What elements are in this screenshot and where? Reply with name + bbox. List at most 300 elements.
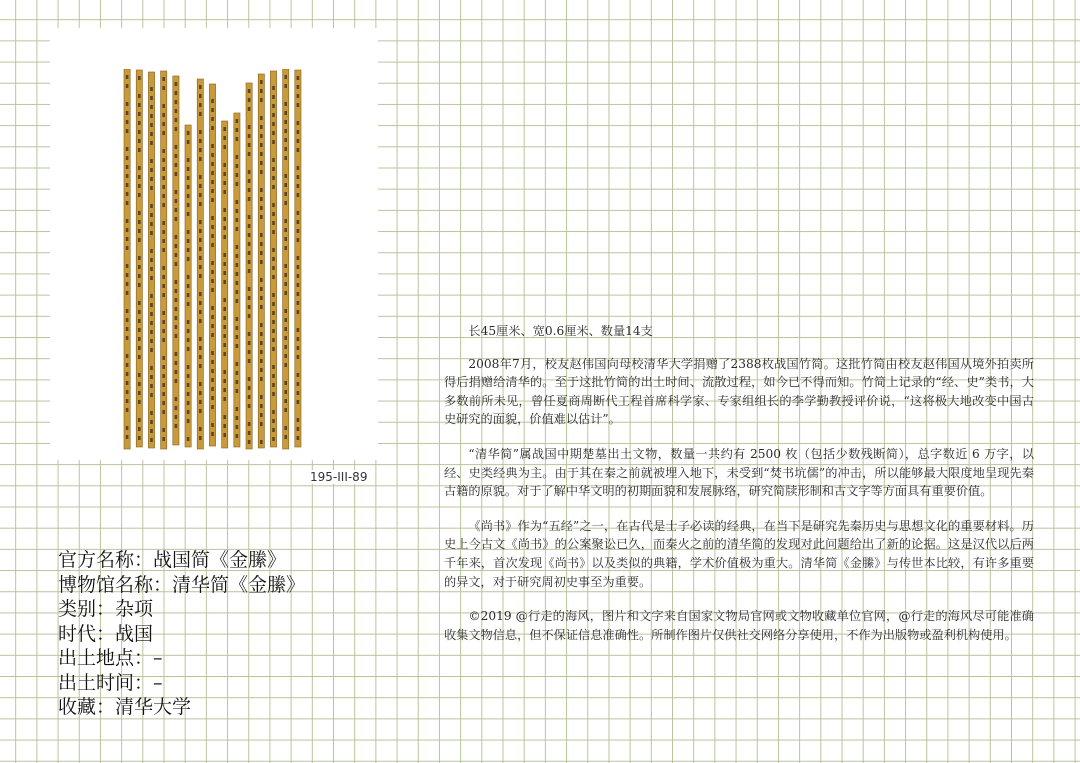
slip-character-mark (236, 173, 239, 177)
slip-character-mark (248, 170, 251, 174)
slip-character-mark (187, 284, 190, 288)
slip-character-mark (138, 355, 141, 359)
slip-character-mark (297, 283, 300, 287)
slip-character-mark (138, 130, 141, 134)
slip-character-mark (260, 242, 263, 246)
slip-character-mark (236, 281, 239, 285)
slip-character-mark (272, 113, 275, 117)
slip-character-mark (162, 239, 165, 243)
slip-character-mark (175, 334, 178, 338)
slip-character-mark (223, 298, 226, 302)
artifact-spec: 长45厘米、宽0.6厘米、数量14支 (468, 324, 653, 338)
slip-character-mark (236, 299, 239, 303)
slip-character-mark (199, 238, 202, 242)
slip-character-mark (126, 282, 129, 286)
slip-character-mark (126, 408, 129, 412)
slip-character-mark (284, 75, 287, 79)
slip-character-mark (211, 306, 214, 310)
slip-character-mark (297, 265, 300, 269)
slip-character-mark (138, 265, 141, 269)
slip-character-mark (284, 84, 287, 88)
slip-character-mark (248, 440, 251, 444)
slip-character-mark (248, 341, 251, 345)
slip-character-mark (236, 344, 239, 348)
slip-character-mark (236, 389, 239, 393)
slip-character-mark (138, 382, 141, 386)
slip-character-mark (162, 104, 165, 108)
slip-character-mark (126, 237, 129, 241)
slip-character-mark (223, 163, 226, 167)
slip-character-mark (272, 293, 275, 297)
slip-character-mark (248, 332, 251, 336)
slip-character-mark (187, 374, 190, 378)
slip-character-mark (260, 98, 263, 102)
slip-character-mark (150, 366, 153, 370)
slip-character-mark (248, 224, 251, 228)
slip-character-mark (272, 347, 275, 351)
slip-character-mark (223, 325, 226, 329)
slip-character-mark (175, 415, 178, 419)
slip-character-mark (187, 437, 190, 441)
slip-character-mark (260, 413, 263, 417)
slip-character-mark (272, 167, 275, 171)
slip-character-mark (211, 360, 214, 364)
slip-character-mark (199, 103, 202, 107)
slip-character-mark (248, 179, 251, 183)
slip-character-mark (199, 94, 202, 98)
slip-character-mark (126, 435, 129, 439)
slip-character-mark (187, 239, 190, 243)
slip-character-mark (260, 287, 263, 291)
slip-character-mark (175, 289, 178, 293)
slip-character-mark (211, 126, 214, 130)
slip-character-mark (284, 246, 287, 250)
slip-character-mark (260, 278, 263, 282)
slip-character-mark (199, 265, 202, 269)
slip-character-mark (150, 222, 153, 226)
slip-character-mark (272, 383, 275, 387)
slip-character-mark (236, 227, 239, 231)
slip-character-mark (248, 305, 251, 309)
slip-character-mark (150, 321, 153, 325)
slip-character-mark (284, 129, 287, 133)
slip-character-mark (272, 185, 275, 189)
slip-character-mark (150, 186, 153, 190)
slip-character-mark (150, 123, 153, 127)
slip-character-mark (150, 420, 153, 424)
slip-character-mark (162, 428, 165, 432)
slip-character-mark (138, 346, 141, 350)
slip-character-mark (272, 104, 275, 108)
slip-character-mark (223, 271, 226, 275)
slip-character-mark (126, 246, 129, 250)
slip-character-mark (199, 175, 202, 179)
slip-character-mark (248, 152, 251, 156)
slip-character-mark (297, 175, 300, 179)
slip-character-mark (297, 418, 300, 422)
slip-character-mark (138, 310, 141, 314)
slip-character-mark (138, 274, 141, 278)
slip-character-mark (297, 94, 300, 98)
slip-character-mark (297, 256, 300, 260)
slip-character-mark (260, 305, 263, 309)
slip-character-mark (150, 231, 153, 235)
slip-character-mark (126, 165, 129, 169)
slip-character-mark (138, 220, 141, 224)
slip-character-mark (187, 176, 190, 180)
slip-character-mark (284, 273, 287, 277)
slip-character-mark (187, 347, 190, 351)
slip-character-mark (248, 215, 251, 219)
slip-character-mark (162, 275, 165, 279)
slip-character-mark (236, 335, 239, 339)
slip-character-mark (150, 96, 153, 100)
slip-character-mark (187, 140, 190, 144)
slip-character-mark (199, 355, 202, 359)
slip-character-mark (138, 211, 141, 215)
slip-character-mark (236, 200, 239, 204)
slip-character-mark (260, 422, 263, 426)
slip-character-mark (126, 75, 129, 79)
slip-character-mark (236, 182, 239, 186)
slip-character-mark (297, 148, 300, 152)
slip-character-mark (248, 233, 251, 237)
slip-character-mark (248, 260, 251, 264)
slip-character-mark (162, 266, 165, 270)
slip-character-mark (272, 122, 275, 126)
slip-character-mark (126, 327, 129, 331)
slip-character-mark (297, 85, 300, 89)
slip-character-mark (211, 279, 214, 283)
slip-character-mark (211, 153, 214, 157)
slip-character-mark (260, 395, 263, 399)
slip-character-mark (211, 108, 214, 112)
slip-character-mark (211, 99, 214, 103)
artifact-info-list (58, 548, 305, 720)
slip-character-mark (211, 387, 214, 391)
slip-character-mark (248, 251, 251, 255)
slip-character-mark (150, 375, 153, 379)
slip-character-mark (297, 211, 300, 215)
slip-character-mark (211, 378, 214, 382)
slip-character-mark (126, 336, 129, 340)
slip-character-mark (236, 425, 239, 429)
slip-character-mark (199, 310, 202, 314)
slip-character-mark (138, 283, 141, 287)
slip-character-mark (272, 374, 275, 378)
slip-character-mark (138, 139, 141, 143)
slip-character-mark (126, 183, 129, 187)
slip-character-mark (272, 392, 275, 396)
slip-character-mark (187, 392, 190, 396)
slip-character-mark (248, 314, 251, 318)
slip-character-mark (284, 345, 287, 349)
slip-character-mark (272, 365, 275, 369)
slip-character-mark (199, 436, 202, 440)
slip-character-mark (162, 230, 165, 234)
slip-character-mark (248, 431, 251, 435)
slip-character-mark (284, 111, 287, 115)
slip-character-mark (223, 262, 226, 266)
slip-character-mark (175, 262, 178, 266)
slip-character-mark (272, 95, 275, 99)
slip-character-mark (260, 80, 263, 84)
slip-character-mark (223, 226, 226, 230)
slip-character-mark (199, 202, 202, 206)
slip-character-mark (162, 374, 165, 378)
slip-character-mark (248, 197, 251, 201)
slip-character-mark (260, 125, 263, 129)
slip-character-mark (162, 401, 165, 405)
slip-character-mark (260, 332, 263, 336)
slip-character-mark (126, 399, 129, 403)
slip-character-mark (187, 329, 190, 333)
slip-character-mark (199, 382, 202, 386)
slip-character-mark (138, 148, 141, 152)
slip-character-mark (162, 176, 165, 180)
slip-character-mark (126, 111, 129, 115)
slip-character-mark (223, 136, 226, 140)
slip-character-mark (223, 181, 226, 185)
slip-character-mark (260, 215, 263, 219)
slip-character-mark (248, 134, 251, 138)
slip-character-mark (199, 85, 202, 89)
slip-character-mark (126, 354, 129, 358)
slip-character-mark (150, 393, 153, 397)
slip-character-mark (199, 364, 202, 368)
slip-character-mark (272, 140, 275, 144)
slip-character-mark (162, 320, 165, 324)
slip-character-mark (223, 208, 226, 212)
slip-character-mark (150, 348, 153, 352)
slip-character-mark (297, 193, 300, 197)
slip-character-mark (260, 323, 263, 327)
slip-character-mark (297, 166, 300, 170)
slip-character-mark (175, 100, 178, 104)
slip-character-mark (297, 292, 300, 296)
slip-character-mark (175, 190, 178, 194)
slip-character-mark (272, 212, 275, 216)
slip-character-mark (248, 188, 251, 192)
slip-character-mark (297, 382, 300, 386)
slip-character-mark (138, 112, 141, 116)
info-excavation-time: 出土时间：– (58, 671, 163, 694)
slip-character-mark (187, 203, 190, 207)
slip-character-mark (272, 86, 275, 90)
slip-character-mark (162, 437, 165, 441)
slip-character-mark (162, 167, 165, 171)
slip-character-mark (199, 256, 202, 260)
slip-character-mark (162, 329, 165, 333)
slip-character-mark (175, 370, 178, 374)
slip-character-mark (236, 137, 239, 141)
slip-character-mark (126, 273, 129, 277)
slip-character-mark (236, 326, 239, 330)
slip-character-mark (211, 216, 214, 220)
slip-character-mark (223, 280, 226, 284)
slip-character-mark (211, 171, 214, 175)
slip-character-mark (199, 229, 202, 233)
slip-character-mark (175, 424, 178, 428)
slip-character-mark (150, 276, 153, 280)
slip-character-mark (284, 282, 287, 286)
slip-character-mark (162, 248, 165, 252)
slip-character-mark (199, 157, 202, 161)
slip-character-mark (297, 184, 300, 188)
slip-character-mark (297, 274, 300, 278)
slip-character-mark (126, 84, 129, 88)
slip-character-mark (211, 315, 214, 319)
slip-character-mark (211, 162, 214, 166)
slip-character-mark (236, 416, 239, 420)
slip-character-mark (223, 235, 226, 239)
slip-character-mark (284, 291, 287, 295)
slip-character-mark (138, 256, 141, 260)
slip-character-mark (236, 164, 239, 168)
slip-character-mark (260, 251, 263, 255)
slip-character-mark (260, 89, 263, 93)
slip-character-mark (162, 284, 165, 288)
slip-character-mark (187, 158, 190, 162)
slip-character-mark (138, 184, 141, 188)
slip-character-mark (211, 324, 214, 328)
slip-character-mark (260, 368, 263, 372)
slip-character-mark (138, 175, 141, 179)
slip-character-mark (211, 270, 214, 274)
slip-character-mark (248, 422, 251, 426)
slip-character-mark (150, 168, 153, 172)
slip-character-mark (187, 410, 190, 414)
slip-character-mark (284, 336, 287, 340)
slip-character-mark (260, 404, 263, 408)
slip-character-mark (211, 396, 214, 400)
slip-character-mark (211, 180, 214, 184)
slip-character-mark (223, 352, 226, 356)
slip-character-mark (199, 130, 202, 134)
slip-character-mark (248, 296, 251, 300)
slip-character-mark (199, 337, 202, 341)
slip-character-mark (223, 316, 226, 320)
slip-character-mark (284, 318, 287, 322)
slip-character-mark (138, 319, 141, 323)
slip-character-mark (236, 209, 239, 213)
slip-character-mark (236, 119, 239, 123)
slip-character-mark (187, 383, 190, 387)
slip-character-mark (138, 103, 141, 107)
slip-character-mark (272, 257, 275, 261)
slip-character-mark (223, 424, 226, 428)
slip-character-mark (199, 409, 202, 413)
slip-character-mark (187, 248, 190, 252)
slip-character-mark (248, 98, 251, 102)
slip-character-mark (126, 381, 129, 385)
slip-character-mark (297, 229, 300, 233)
slip-character-mark (260, 440, 263, 444)
slip-character-mark (284, 390, 287, 394)
slip-character-mark (297, 328, 300, 332)
slip-character-mark (138, 373, 141, 377)
slip-character-mark (248, 395, 251, 399)
slip-character-mark (126, 264, 129, 268)
slip-character-mark (199, 292, 202, 296)
slip-character-mark (175, 127, 178, 131)
slip-character-mark (223, 172, 226, 176)
slip-character-mark (138, 166, 141, 170)
slip-character-mark (284, 399, 287, 403)
slip-character-mark (175, 397, 178, 401)
slip-character-mark (248, 350, 251, 354)
slip-character-mark (175, 316, 178, 320)
slip-character-mark (272, 203, 275, 207)
slip-character-mark (248, 269, 251, 273)
slip-character-mark (199, 400, 202, 404)
slip-character-mark (199, 184, 202, 188)
slip-character-mark (284, 201, 287, 205)
slip-character-mark (150, 114, 153, 118)
copyright-notice: ©2019 @行走的海风，图片和文字来自国家文物局官网或文物收藏单位官网，@行走的海风尽可能准确收集文物信息，但不保证信息准确性。所制作图片仅供社交网络分享使用，不作为出版物或盈利机构使用。 (444, 609, 1034, 642)
slip-character-mark (162, 293, 165, 297)
slip-character-mark (126, 129, 129, 133)
slip-character-mark (236, 272, 239, 276)
slip-character-mark (211, 333, 214, 337)
slip-character-mark (223, 334, 226, 338)
slip-character-mark (260, 377, 263, 381)
description-paragraph-2: “清华简”属战国中期楚墓出土文物，数量一共约有 2500 枚（包括少数残断简），总字数近 6 万字，以经、史类经典为主。由于其在秦之前就被埋入地下，未受到“焚书坑儒”的冲击，所以能够最大限度地呈现先秦古籍的原貌。对于了解中华文明的初期面貌和发展脉络，研究简牍形制和古文字等方面具有重要价值。 (444, 446, 1034, 499)
slip-character-mark (272, 230, 275, 234)
slip-character-mark (175, 352, 178, 356)
slip-character-mark (223, 433, 226, 437)
slip-character-mark (175, 235, 178, 239)
slip-character-mark (126, 147, 129, 151)
slip-character-mark (248, 107, 251, 111)
info-collection: 收藏：清华大学 (58, 696, 192, 718)
slip-character-mark (199, 247, 202, 251)
slip-character-mark (248, 386, 251, 390)
slip-character-mark (162, 383, 165, 387)
slip-character-mark (236, 380, 239, 384)
slip-character-mark (211, 369, 214, 373)
slip-character-mark (162, 392, 165, 396)
slip-character-mark (175, 298, 178, 302)
slip-character-mark (187, 302, 190, 306)
slip-character-mark (284, 183, 287, 187)
slip-character-mark (260, 206, 263, 210)
slip-character-mark (260, 296, 263, 300)
slip-character-mark (162, 113, 165, 117)
slip-character-mark (150, 258, 153, 262)
slip-character-mark (199, 427, 202, 431)
slip-character-mark (284, 309, 287, 313)
slip-character-mark (187, 293, 190, 297)
slip-character-mark (297, 355, 300, 359)
slip-character-mark (175, 217, 178, 221)
slip-character-mark (199, 391, 202, 395)
slip-character-mark (126, 201, 129, 205)
slip-character-mark (175, 154, 178, 158)
slip-character-mark (150, 294, 153, 298)
slip-character-mark (175, 379, 178, 383)
slip-character-mark (187, 365, 190, 369)
slip-character-mark (175, 208, 178, 212)
slip-character-mark (297, 139, 300, 143)
slip-character-mark (284, 138, 287, 142)
slip-character-mark (126, 219, 129, 223)
slip-character-mark (126, 228, 129, 232)
slip-character-mark (150, 141, 153, 145)
slip-character-mark (175, 280, 178, 284)
slip-character-mark (284, 228, 287, 232)
slip-character-mark (150, 87, 153, 91)
